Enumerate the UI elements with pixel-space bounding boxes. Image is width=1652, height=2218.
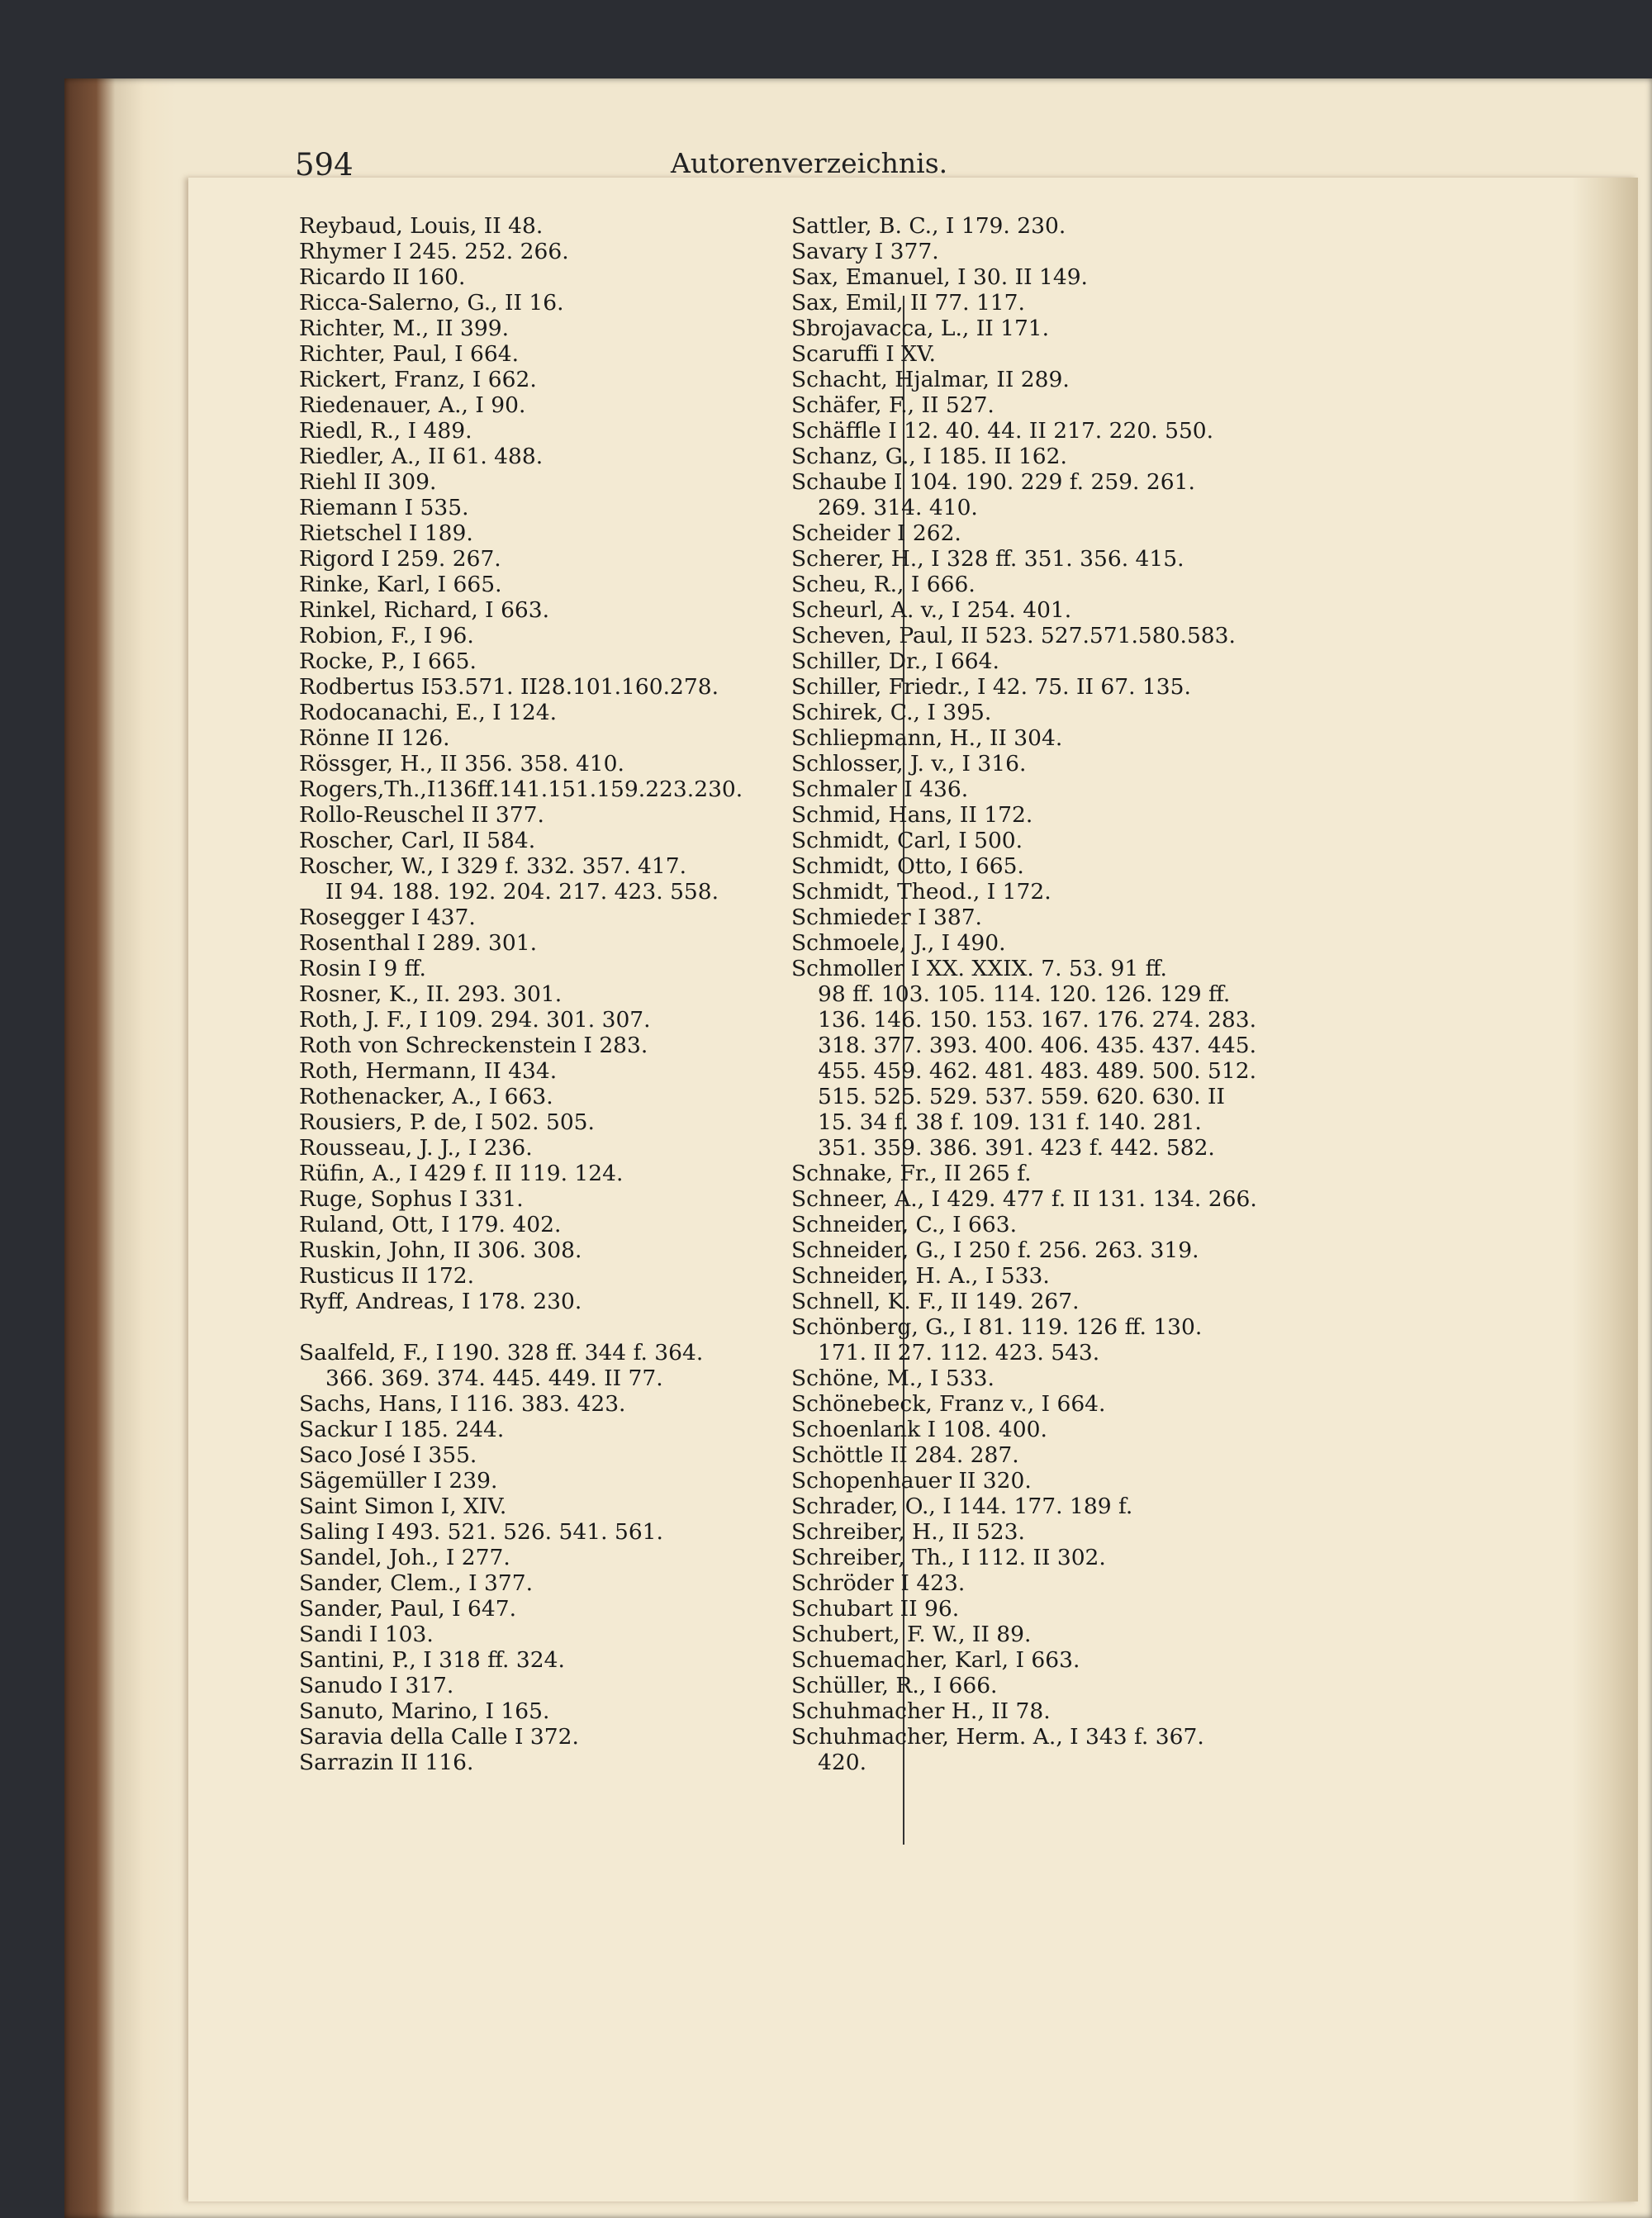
index-entry: Scheu, R., I 666. [791, 572, 976, 597]
index-entry: Sackur I 185. 244. [299, 1417, 505, 1442]
index-entry: Schöttle II 284. 287. [791, 1442, 1019, 1468]
index-entry: Richter, Paul, I 664. [299, 341, 519, 367]
index-entry: Schäffle I 12. 40. 44. II 217. 220. 550. [791, 418, 1214, 444]
index-entry: Riedl, R., I 489. [299, 418, 472, 444]
index-entry: Roth von Schreckenstein I 283. [299, 1033, 648, 1058]
index-entry: Schüller, R., I 666. [791, 1673, 998, 1698]
index-entry: Scaruffi I XV. [791, 341, 936, 367]
running-head: Autorenverzeichnis. [671, 147, 948, 179]
index-entry: Sander, Clem., I 377. [299, 1570, 533, 1596]
index-entry: Schneer, A., I 429. 477 f. II 131. 134. 266. [791, 1186, 1257, 1212]
index-entry: Saalfeld, F., I 190. 328 ff. 344 f. 364. [299, 1340, 704, 1365]
index-entry: Schneider, G., I 250 f. 256. 263. 319. [791, 1237, 1199, 1263]
index-entry: Riemann I 535. [299, 495, 469, 520]
index-entry: Schrader, O., I 144. 177. 189 f. [791, 1494, 1133, 1519]
index-entry: Rosenthal I 289. 301. [299, 930, 537, 956]
index-entry: Roscher, Carl, II 584. [299, 828, 536, 853]
index-entry: Ruland, Ott, I 179. 402. [299, 1212, 562, 1237]
index-entry: Rothenacker, A., I 663. [299, 1084, 553, 1109]
section-gap [299, 1314, 877, 1340]
index-entry: Saco José I 355. [299, 1442, 477, 1468]
index-entry: Roth, J. F., I 109. 294. 301. 307. [299, 1007, 651, 1033]
index-entry: Sandel, Joh., I 277. [299, 1545, 510, 1570]
index-entry: Ricca-Salerno, G., II 16. [299, 290, 564, 316]
index-entry-continuation: 269. 314. 410. [818, 495, 978, 520]
index-entry: Ricardo II 160. [299, 264, 466, 290]
index-entry: Schaube I 104. 190. 229 f. 259. 261. [791, 469, 1195, 495]
index-entry: Rosegger I 437. [299, 905, 476, 930]
index-entry-continuation: 515. 525. 529. 537. 559. 620. 630. II [818, 1084, 1225, 1109]
index-entry: Rietschel I 189. [299, 520, 473, 546]
index-entry: Schiller, Dr., I 664. [791, 648, 999, 674]
index-entry: Schönebeck, Franz v., I 664. [791, 1391, 1106, 1417]
index-entry: Rüfin, A., I 429 f. II 119. 124. [299, 1161, 624, 1186]
index-entry: Rhymer I 245. 252. 266. [299, 239, 569, 264]
index-entry: Richter, M., II 399. [299, 316, 510, 341]
index-entry: Schuhmacher H., II 78. [791, 1698, 1051, 1724]
index-entry: Rousseau, J. J., I 236. [299, 1135, 533, 1161]
index-entry: Schuhmacher, Herm. A., I 343 f. 367. [791, 1724, 1204, 1750]
index-entry: Schnell, K. F., II 149. 267. [791, 1289, 1080, 1314]
index-entry: Rogers,Th.,I136ff.141.151.159.223.230. [299, 777, 743, 802]
index-entry-continuation: 455. 459. 462. 481. 483. 489. 500. 512. [818, 1058, 1256, 1084]
page-gutter [1572, 178, 1638, 2201]
index-entry: Schiller, Friedr., I 42. 75. II 67. 135. [791, 674, 1191, 700]
index-entry: Rocke, P., I 665. [299, 648, 477, 674]
index-entry: Schmidt, Theod., I 172. [791, 879, 1051, 905]
index-entry: Schubert, F. W., II 89. [791, 1622, 1032, 1647]
index-entry: Schmieder I 387. [791, 905, 982, 930]
index-entry: Schneider, H. A., I 533. [791, 1263, 1050, 1289]
index-entry: Schopenhauer II 320. [791, 1468, 1032, 1494]
index-entry: Ryff, Andreas, I 178. 230. [299, 1289, 582, 1314]
index-entry: Rousiers, P. de, I 502. 505. [299, 1109, 595, 1135]
index-entry: Rosner, K., II. 293. 301. [299, 981, 563, 1007]
index-entry: Riehl II 309. [299, 469, 437, 495]
index-entry: Rosin I 9 ff. [299, 956, 426, 981]
index-entry: Riedenauer, A., I 90. [299, 392, 526, 418]
index-entry: Sanuto, Marino, I 165. [299, 1698, 550, 1724]
index-entry: Schnake, Fr., II 265 f. [791, 1161, 1032, 1186]
index-entry: Rinkel, Richard, I 663. [299, 597, 550, 623]
index-entry-continuation: 98 ff. 103. 105. 114. 120. 126. 129 ff. [818, 981, 1231, 1007]
index-entry: Schmidt, Otto, I 665. [791, 853, 1024, 879]
index-entry: Sax, Emil, II 77. 117. [791, 290, 1025, 316]
index-entry: Schönberg, G., I 81. 119. 126 ff. 130. [791, 1314, 1203, 1340]
index-entry: Scherer, H., I 328 ff. 351. 356. 415. [791, 546, 1184, 572]
index-entry: Schreiber, H., II 523. [791, 1519, 1025, 1545]
index-entry: Scheider I 262. [791, 520, 961, 546]
index-entry: Schmaler I 436. [791, 777, 969, 802]
index-entry: Riedler, A., II 61. 488. [299, 444, 544, 469]
index-entry-continuation: 420. [818, 1750, 867, 1775]
index-entry: Sachs, Hans, I 116. 383. 423. [299, 1391, 626, 1417]
index-entry: Rigord I 259. 267. [299, 546, 501, 572]
index-entry-continuation: 351. 359. 386. 391. 423 f. 442. 582. [818, 1135, 1215, 1161]
index-entry: Savary I 377. [791, 239, 939, 264]
index-entry: Schoenlank I 108. 400. [791, 1417, 1047, 1442]
index-entry: Reybaud, Louis, II 48. [299, 213, 544, 239]
index-entry: Schlosser, J. v., I 316. [791, 751, 1027, 777]
index-entry-continuation: II 94. 188. 192. 204. 217. 423. 558. [325, 879, 719, 905]
index-entry-continuation: 366. 369. 374. 445. 449. II 77. [325, 1365, 663, 1391]
index-entry: Roscher, W., I 329 f. 332. 357. 417. [299, 853, 687, 879]
index-entry: Sattler, B. C., I 179. 230. [791, 213, 1066, 239]
index-entry: Sanudo I 317. [299, 1673, 454, 1698]
index-entry: Ruskin, John, II 306. 308. [299, 1237, 582, 1263]
index-entry: Rickert, Franz, I 662. [299, 367, 537, 392]
index-entry: Rodbertus I53.571. II28.101.160.278. [299, 674, 719, 700]
index-entry: Saravia della Calle I 372. [299, 1724, 579, 1750]
page-number: 594 [295, 147, 354, 183]
index-entry: Schliepmann, H., II 304. [791, 725, 1063, 751]
index-entry: Schmidt, Carl, I 500. [791, 828, 1023, 853]
index-entry-continuation: 15. 34 f. 38 f. 109. 131 f. 140. 281. [818, 1109, 1202, 1135]
index-entry: Saint Simon I, XIV. [299, 1494, 507, 1519]
index-column-right [791, 213, 1403, 1775]
index-entry: Sarrazin II 116. [299, 1750, 474, 1775]
index-entry: Ruge, Sophus I 331. [299, 1186, 524, 1212]
index-entry: Scheven, Paul, II 523. 527.571.580.583. [791, 623, 1236, 648]
index-entry-continuation: 136. 146. 150. 153. 167. 176. 274. 283. [818, 1007, 1256, 1033]
index-entry: Schöne, M., I 533. [791, 1365, 995, 1391]
index-entry: Schreiber, Th., I 112. II 302. [791, 1545, 1106, 1570]
index-entry: Schmoele, J., I 490. [791, 930, 1006, 956]
index-entry: Schmoller I XX. XXIX. 7. 53. 91 ff. [791, 956, 1167, 981]
index-entry: Sägemüller I 239. [299, 1468, 498, 1494]
index-entry: Schröder I 423. [791, 1570, 966, 1596]
index-entry: Santini, P., I 318 ff. 324. [299, 1647, 565, 1673]
index-entry: Schäfer, F., II 527. [791, 392, 995, 418]
index-entry: Sandi I 103. [299, 1622, 434, 1647]
index-entry: Schubart II 96. [791, 1596, 960, 1622]
index-entry: Rinke, Karl, I 665. [299, 572, 502, 597]
index-entry: Schanz, G., I 185. II 162. [791, 444, 1067, 469]
index-entry: Rusticus II 172. [299, 1263, 475, 1289]
index-entry: Schirek, C., I 395. [791, 700, 992, 725]
index-entry: Schneider, C., I 663. [791, 1212, 1018, 1237]
index-entry: Robion, F., I 96. [299, 623, 474, 648]
index-entry: Schacht, Hjalmar, II 289. [791, 367, 1070, 392]
index-entry: Saling I 493. 521. 526. 541. 561. [299, 1519, 663, 1545]
index-entry: Rodocanachi, E., I 124. [299, 700, 558, 725]
index-column-left [299, 213, 877, 1775]
index-entry: Rönne II 126. [299, 725, 450, 751]
index-entry: Schmid, Hans, II 172. [791, 802, 1033, 828]
index-entry: Roth, Hermann, II 434. [299, 1058, 558, 1084]
index-entry: Schuemacher, Karl, I 663. [791, 1647, 1080, 1673]
index-entry: Scheurl, A. v., I 254. 401. [791, 597, 1072, 623]
index-entry: Sbrojavacca, L., II 171. [791, 316, 1050, 341]
index-entry: Sax, Emanuel, I 30. II 149. [791, 264, 1088, 290]
index-entry: Rössger, H., II 356. 358. 410. [299, 751, 624, 777]
index-entry: Rollo-Reuschel II 377. [299, 802, 544, 828]
index-entry: Sander, Paul, I 647. [299, 1596, 516, 1622]
index-entry-continuation: 171. II 27. 112. 423. 543. [818, 1340, 1100, 1365]
index-entry-continuation: 318. 377. 393. 400. 406. 435. 437. 445. [818, 1033, 1256, 1058]
